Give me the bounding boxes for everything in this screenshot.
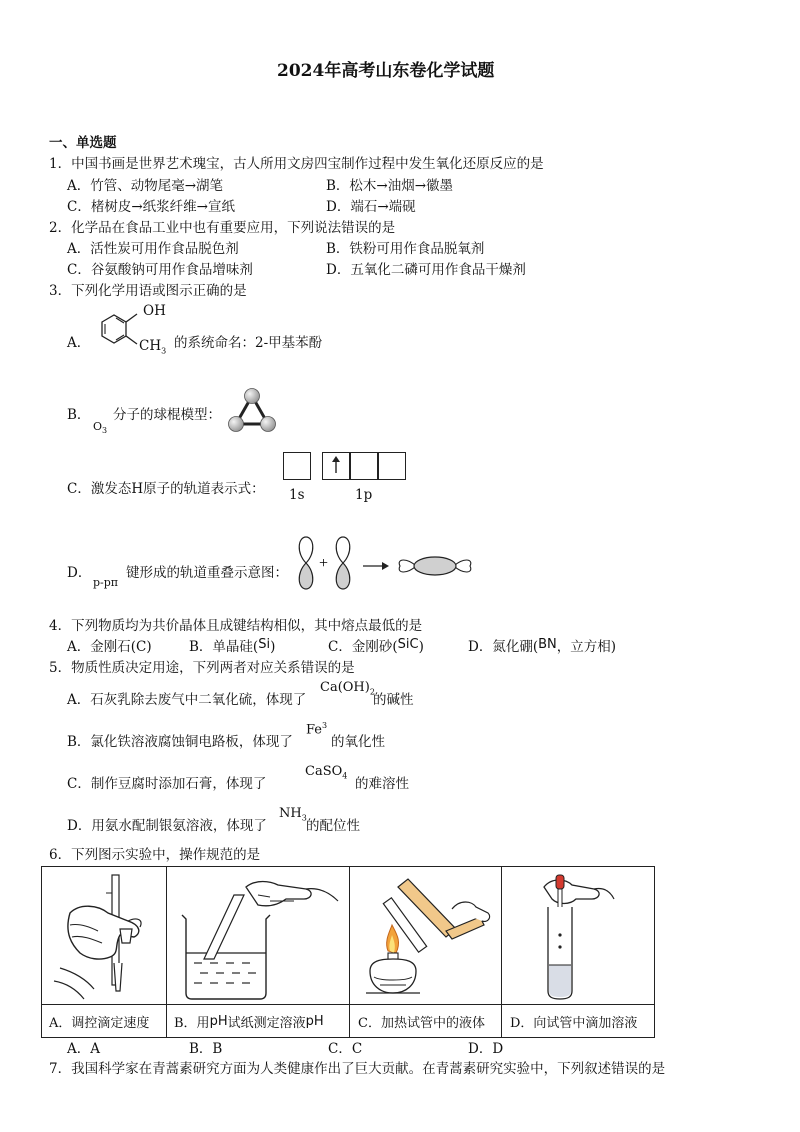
q4-option-d[interactable] (468, 637, 617, 655)
methylphenol-structure (90, 300, 180, 358)
q5-c-end: 的难溶性 (355, 776, 409, 792)
q4-d-formula: BN (538, 637, 557, 652)
up-arrow-icon (323, 453, 349, 479)
divider (501, 867, 502, 1037)
q5-b-formula (306, 722, 327, 736)
q4-option-b[interactable] (189, 637, 276, 655)
q5-a-formula (320, 681, 375, 697)
q5-option-b[interactable]: B．氯化铁溶液腐蚀铜电路板，体现了 (67, 734, 293, 750)
q5-d-formula-sub: 3 (301, 813, 307, 823)
svg-text:+: + (319, 555, 329, 572)
q5-d-end: 的配位性 (306, 818, 360, 834)
ozone-ball-stick-model (226, 386, 278, 436)
q3-option-a-label[interactable]: A． (67, 335, 91, 351)
q5-a-formula-text: Ca(OH) (320, 680, 370, 695)
page-title: 2024年高考山东卷化学试题 (277, 61, 495, 81)
heating-test-tube-figure (360, 873, 495, 1001)
q1-option-a[interactable]: A．竹管、动物尾毫→湖笔 (67, 178, 224, 194)
q4-option-c[interactable] (328, 637, 424, 655)
q6-caption-c: C．加热试管中的液体 (358, 1016, 485, 1031)
q5-d-formula (279, 807, 307, 823)
q5-a-end: 的碱性 (373, 692, 414, 708)
q5-d-formula-text: NH (279, 806, 302, 821)
q7-stem: 7．我国科学家在青蒿素研究方面为人类健康作出了巨大贡献。在青蒿素研究实验中，下列叙述错误的是 (49, 1061, 666, 1077)
q6-b-part2: 试纸测定溶液 (227, 1016, 306, 1031)
q5-b-formula-text: Fe (306, 722, 323, 738)
q6-option-c[interactable]: C．C (328, 1041, 363, 1057)
q6-caption-d: D．向试管中滴加溶液 (510, 1016, 638, 1031)
q3-ch-sub: 3 (161, 346, 167, 356)
q3-stem: 3．下列化学用语或图示正确的是 (49, 283, 247, 299)
q1-option-d[interactable]: D．端石→端砚 (326, 199, 416, 215)
p-orbital-overlap-diagram (294, 533, 484, 593)
q3-ppi-label: p-pπ (93, 576, 119, 589)
q5-option-c[interactable]: C．制作豆腐时添加石膏，体现了 (67, 776, 267, 792)
orbital-box-1p-2 (350, 452, 378, 480)
q6-b-ph2: pH (305, 1014, 324, 1029)
q6-b-ph1: pH (209, 1014, 228, 1029)
dropper-test-tube-figure (510, 873, 650, 1001)
q4-b-formula: Si (258, 637, 271, 652)
q6-figure-table (41, 866, 655, 1038)
section-heading: 一、单选题 (49, 135, 117, 151)
ph-paper-beaker-figure (174, 875, 344, 1001)
q5-option-d[interactable]: D．用氨水配制银氨溶液，体现了 (67, 818, 267, 834)
q5-option-a[interactable]: A．石灰乳除去废气中二氧化硫，体现了 (67, 692, 307, 708)
q2-option-d[interactable]: D．五氧化二磷可用作食品干燥剂 (326, 262, 526, 278)
q3-option-a-text: 的系统命名：2-甲基苯酚 (174, 335, 323, 351)
orbital-box-1s (283, 452, 311, 480)
burette-titration-figure (50, 873, 160, 1001)
q4-d-end: ，立方相) (556, 639, 617, 655)
q3-ch-text: CH (139, 338, 162, 354)
label-1s: 1s (289, 487, 305, 503)
q1-stem: 1．中国书画是世界艺术瑰宝，古人所用文房四宝制作过程中发生氧化还原反应的是 (49, 156, 544, 172)
q1-option-c[interactable]: C．楮树皮→纸浆纤维→宣纸 (67, 199, 235, 215)
q4-stem: 4．下列物质均为共价晶体且成键结构相似，其中熔点最低的是 (49, 618, 423, 634)
orbital-box-1p-1 (322, 452, 350, 480)
q5-c-formula-sub: 4 (342, 771, 348, 781)
q4-d-prefix: D．氮化硼( (468, 639, 539, 655)
q6-caption-a: A．调控滴定速度 (49, 1016, 150, 1031)
q3-ch3-label (139, 340, 166, 356)
q3-oh-label: OH (143, 303, 166, 319)
q3-option-c-text[interactable]: C．激发态H原子的轨道表示式： (67, 481, 265, 497)
q6-option-a[interactable]: A．A (67, 1041, 100, 1057)
q3-option-d-label[interactable]: D． (67, 565, 92, 581)
q5-c-formula-text: CaSO (305, 764, 343, 779)
q3-option-b-label[interactable]: B． (67, 407, 91, 423)
q5-b-end: 的氧化性 (331, 734, 385, 750)
q2-stem: 2．化学品在食品工业中也有重要应用，下列说法错误的是 (49, 220, 396, 236)
q6-option-d[interactable]: D．D (468, 1041, 504, 1057)
q4-c-end: ) (418, 639, 424, 655)
q3-o-text: O (93, 420, 103, 433)
q2-option-c[interactable]: C．谷氨酸钠可用作食品增味剂 (67, 262, 253, 278)
q3-o3-formula (93, 421, 107, 435)
q4-c-prefix: C．金刚砂( (328, 639, 398, 655)
divider (42, 1004, 654, 1005)
q5-c-formula (305, 765, 347, 781)
label-1p: 1p (355, 487, 373, 503)
q6-b-part1: B．用 (174, 1016, 210, 1031)
q2-option-b[interactable]: B．铁粉可用作食品脱氧剂 (326, 241, 485, 257)
q1-option-b[interactable]: B．松木→油烟→徽墨 (326, 178, 454, 194)
q5-a-formula-sub: 2 (369, 687, 375, 697)
q6-stem: 6．下列图示实验中，操作规范的是 (49, 847, 261, 863)
q4-option-a[interactable]: A．金刚石(C) (67, 639, 152, 655)
q4-b-end: ) (270, 639, 276, 655)
q3-option-d-text: 键形成的轨道重叠示意图： (126, 565, 288, 581)
q2-option-a[interactable]: A．活性炭可用作食品脱色剂 (67, 241, 239, 257)
q5-stem: 5．物质性质决定用途，下列两者对应关系错误的是 (49, 660, 355, 676)
divider (166, 867, 167, 1037)
q3-option-b-text: 分子的球棍模型： (113, 407, 221, 423)
q5-b-formula-sup: 3 (322, 721, 328, 730)
q6-caption-b (174, 1014, 324, 1031)
q3-o-sub: 3 (102, 426, 108, 436)
q6-option-b[interactable]: B．B (189, 1041, 223, 1057)
q4-c-formula: SiC (397, 637, 419, 652)
orbital-box-1p-3 (378, 452, 406, 480)
q4-b-prefix: B．单晶硅( (189, 639, 259, 655)
divider (349, 867, 350, 1037)
